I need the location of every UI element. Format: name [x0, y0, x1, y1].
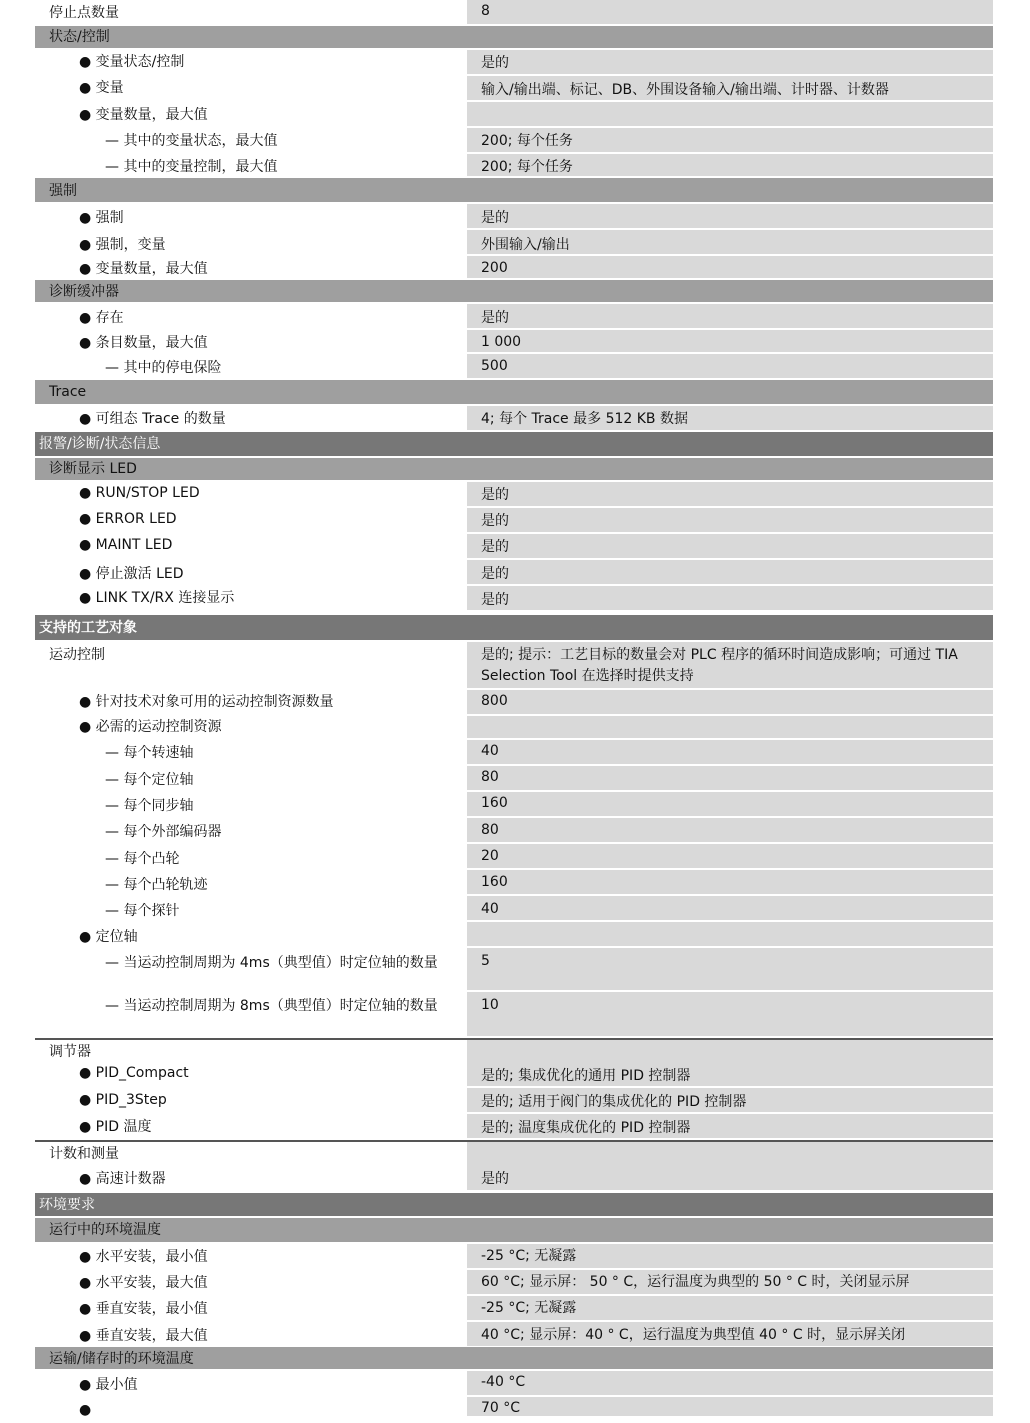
table-row: [35, 1140, 993, 1164]
table-row: [35, 766, 993, 790]
row-value: 输入/输出端、标记、DB、外围设备输入/输出端、计时器、计数器: [467, 76, 993, 100]
major-section-header: [35, 432, 993, 456]
table-row: [35, 716, 993, 738]
row-label: — 每个凸轮: [105, 851, 180, 867]
row-value: 1 000: [467, 330, 993, 352]
table-row: [35, 844, 993, 868]
table-row: [35, 586, 993, 610]
major-section-title: 环境要求: [39, 1197, 95, 1213]
row-label: ● 垂直安装，最小值: [79, 1301, 208, 1317]
row-value: 40 °C; 显示屏：40 ° C，运行温度为典型值 40 ° C 时，显示屏关闭: [467, 1322, 993, 1346]
table-row: [35, 922, 993, 946]
row-label: ● 水平安装，最小值: [79, 1249, 208, 1265]
table-row: [35, 948, 993, 990]
table-row: [35, 0, 993, 24]
table-row: [35, 1038, 993, 1062]
row-label: ● 强制: [79, 210, 124, 226]
row-label: ● 必需的运动控制资源: [79, 719, 222, 735]
table-row: [35, 534, 993, 558]
section-header: [35, 1347, 993, 1369]
row-value: 是的; 提示：工艺目标的数量会对 PLC 程序的循环时间造成影响；可通过 TIA Selection Tool 在选择时提供支持: [467, 642, 993, 688]
row-label: 计数和测量: [49, 1146, 119, 1162]
table-row: [35, 896, 993, 920]
row-label: ● 可组态 Trace 的数量: [79, 411, 226, 427]
row-label: ● 停止激活 LED: [79, 566, 184, 582]
table-row: [35, 204, 993, 228]
section-header: [35, 380, 993, 404]
section-title: 诊断显示 LED: [49, 461, 137, 477]
section-header: [35, 178, 993, 202]
row-label: — 每个同步轴: [105, 798, 194, 814]
row-value: 160: [467, 870, 993, 894]
section-title: 强制: [49, 183, 77, 199]
row-value: 8: [467, 0, 993, 24]
table-row: [35, 102, 993, 126]
row-label: ● 存在: [79, 310, 124, 326]
section-header: [35, 458, 993, 480]
row-label: — 其中的变量控制，最大值: [105, 159, 278, 175]
table-row: [35, 1371, 993, 1395]
row-label: ● PID_3Step: [79, 1092, 167, 1108]
row-value: 60 °C; 显示屏： 50 ° C，运行温度为典型的 50 ° C 时，关闭显示屏: [467, 1270, 993, 1294]
table-row: [35, 870, 993, 894]
section-title: 诊断缓冲器: [49, 284, 119, 300]
row-value: 是的: [467, 586, 993, 610]
section-title: 运行中的环境温度: [49, 1222, 161, 1238]
row-value: 80: [467, 766, 993, 790]
row-label: 运动控制: [49, 647, 105, 663]
row-label: ● MAINT LED: [79, 537, 173, 553]
table-row: [35, 1296, 993, 1320]
row-value: 4; 每个 Trace 最多 512 KB 数据: [467, 406, 993, 430]
row-value: 是的; 集成优化的通用 PID 控制器: [467, 1062, 993, 1086]
table-row: [35, 354, 993, 378]
row-value: 200; 每个任务: [467, 154, 993, 176]
row-value: 是的; 温度集成优化的 PID 控制器: [467, 1114, 993, 1138]
row-label: — 每个探针: [105, 903, 180, 919]
row-label: ● 定位轴: [79, 929, 138, 945]
row-label: 停止点数量: [49, 5, 119, 21]
row-value: -25 °C; 无凝露: [467, 1296, 993, 1320]
table-row: [35, 1244, 993, 1268]
major-section-title: 支持的工艺对象: [39, 620, 137, 636]
row-value: 20: [467, 844, 993, 868]
table-row: [35, 642, 993, 688]
row-label: ● ERROR LED: [79, 511, 177, 527]
table-row: [35, 1164, 993, 1190]
table-row: [35, 792, 993, 816]
table-row: [35, 76, 993, 100]
table-row: [35, 1114, 993, 1138]
row-value: [467, 716, 993, 738]
major-section-header: [35, 1193, 993, 1216]
table-row: [35, 1088, 993, 1112]
table-row: [35, 508, 993, 532]
section-header: [35, 1218, 993, 1242]
row-value: 200; 每个任务: [467, 128, 993, 152]
section-header: [35, 26, 993, 48]
row-value: 500: [467, 354, 993, 378]
row-value: 是的: [467, 534, 993, 558]
section-header: [35, 280, 993, 302]
row-value: 800: [467, 690, 993, 714]
row-label: ● 变量数量，最大值: [79, 107, 208, 123]
row-label: ●: [79, 1402, 92, 1418]
row-value: 是的: [467, 304, 993, 328]
row-value: 是的: [467, 1164, 993, 1190]
row-value: [467, 1142, 993, 1164]
table-row: [35, 330, 993, 352]
row-value: 40: [467, 740, 993, 764]
row-label: ● 垂直安装，最大值: [79, 1328, 208, 1344]
major-section-title: 报警/诊断/状态信息: [39, 436, 161, 452]
row-label: ● 条目数量，最大值: [79, 335, 208, 351]
row-value: 10: [467, 992, 993, 1036]
table-row: [35, 1270, 993, 1294]
row-value: [467, 102, 993, 126]
row-value: 外围输入/输出: [467, 230, 993, 254]
table-row: [35, 230, 993, 254]
row-label: ● 针对技术对象可用的运动控制资源数量: [79, 694, 334, 710]
row-label: ● 最小值: [79, 1377, 138, 1393]
row-value: 是的: [467, 482, 993, 506]
table-row: [35, 482, 993, 506]
row-value: 是的: [467, 508, 993, 532]
row-label: — 每个定位轴: [105, 772, 194, 788]
table-row: [35, 50, 993, 74]
row-label: ● RUN/STOP LED: [79, 485, 200, 501]
table-row: [35, 304, 993, 328]
row-value: [467, 1040, 993, 1062]
row-label: — 每个转速轴: [105, 745, 194, 761]
table-row: [35, 1397, 993, 1416]
row-label: — 其中的变量状态，最大值: [105, 133, 278, 149]
row-label: ● LINK TX/RX 连接显示: [79, 590, 235, 606]
table-row: [35, 560, 993, 584]
row-label: ● 水平安装，最大值: [79, 1275, 208, 1291]
row-label: ● 高速计数器: [79, 1171, 166, 1187]
row-label: — 其中的停电保险: [105, 360, 222, 376]
row-label: ● PID 温度: [79, 1119, 152, 1135]
row-label: ● PID_Compact: [79, 1065, 189, 1081]
row-value: 160: [467, 792, 993, 816]
row-label: — 当运动控制周期为 4ms（典型值）时定位轴的数量: [105, 955, 438, 971]
row-value: -40 °C: [467, 1371, 993, 1395]
row-label: 调节器: [49, 1044, 91, 1060]
table-row: [35, 690, 993, 714]
row-value: -25 °C; 无凝露: [467, 1244, 993, 1268]
row-label: ● 变量: [79, 80, 124, 96]
row-value: 40: [467, 896, 993, 920]
section-title: 状态/控制: [49, 29, 110, 45]
major-section-header: [35, 615, 993, 640]
table-row: [35, 154, 993, 176]
section-title: 运输/储存时的环境温度: [49, 1351, 194, 1367]
table-row: [35, 740, 993, 764]
row-value: 200: [467, 256, 993, 278]
row-label: ● 强制，变量: [79, 237, 166, 253]
table-row: [35, 818, 993, 842]
table-row: [35, 256, 993, 278]
row-label: — 每个凸轮轨迹: [105, 877, 208, 893]
row-value: 70 °C: [467, 1397, 993, 1416]
row-value: 5: [467, 948, 993, 990]
table-row: [35, 406, 993, 430]
row-label: ● 变量状态/控制: [79, 54, 185, 70]
table-row: [35, 992, 993, 1036]
row-value: 是的: [467, 50, 993, 74]
row-value: 是的: [467, 560, 993, 584]
row-value: [467, 922, 993, 946]
row-label: — 每个外部编码器: [105, 824, 222, 840]
row-label: ● 变量数量，最大值: [79, 261, 208, 277]
row-value: 80: [467, 818, 993, 842]
row-value: 是的: [467, 204, 993, 228]
row-value: 是的; 适用于阀门的集成优化的 PID 控制器: [467, 1088, 993, 1112]
section-title: Trace: [49, 384, 87, 400]
table-row: [35, 1322, 993, 1346]
table-row: [35, 1062, 993, 1086]
table-row: [35, 128, 993, 152]
row-label: — 当运动控制周期为 8ms（典型值）时定位轴的数量: [105, 998, 438, 1014]
